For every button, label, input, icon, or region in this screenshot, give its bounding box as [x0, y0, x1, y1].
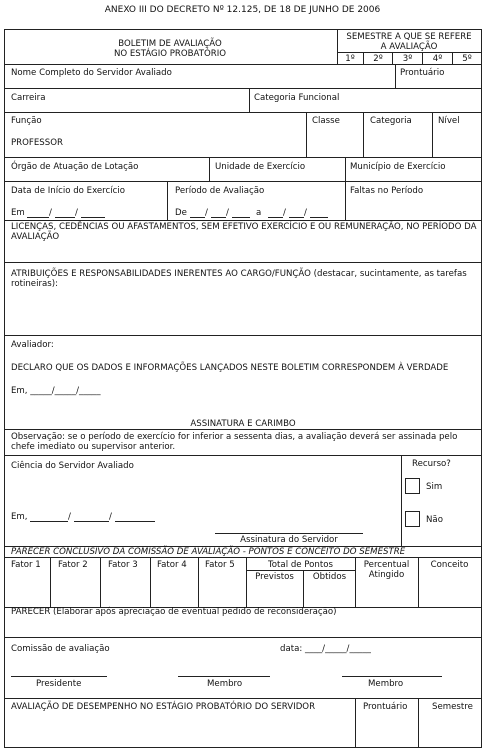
- fator-3: Fator 3: [108, 560, 138, 570]
- data-inicio-em: Em: [11, 208, 25, 218]
- nivel-label: Nível: [438, 116, 460, 126]
- form-border-bottom: [4, 747, 482, 748]
- col-line: [198, 557, 199, 607]
- col-line: [249, 88, 250, 112]
- categoria-label: Categoria: [370, 116, 412, 126]
- form-border-top: [4, 29, 482, 30]
- row-line: [4, 698, 482, 699]
- col-line: [432, 112, 433, 157]
- col-line: [345, 181, 346, 220]
- row-line: [4, 64, 482, 65]
- semester-label: SEMESTRE A QUE SE REFERE: [346, 32, 472, 42]
- prontuario-label: Prontuário: [400, 68, 445, 78]
- funcao-value: PROFESSOR: [11, 138, 63, 148]
- row-line: [4, 637, 482, 638]
- semester-cell-3[interactable]: 3º: [402, 54, 413, 64]
- assinatura-carimbo: ASSINATURA E CARIMBO: [190, 419, 296, 429]
- data-inicio-label: Data de Início do Exercício: [11, 186, 126, 196]
- col-line: [50, 557, 51, 607]
- orgao-label: Órgão de Atuação de Lotação: [11, 162, 139, 172]
- row-line: [4, 157, 482, 158]
- date-blank[interactable]: [211, 217, 226, 218]
- semester-grid-line: [337, 52, 481, 53]
- atingido: Atingido: [368, 570, 405, 580]
- fator-1: Fator 1: [11, 560, 41, 570]
- col-line: [401, 455, 402, 546]
- row-line: [4, 429, 482, 430]
- municipio-label: Município de Exercício: [350, 162, 446, 172]
- row-line: [4, 112, 482, 113]
- row-line: [4, 88, 482, 89]
- date-blank[interactable]: [55, 217, 75, 218]
- semester-cell-2[interactable]: 2º: [373, 54, 383, 64]
- date-blank[interactable]: [30, 521, 68, 522]
- membro2-label: Membro: [368, 679, 404, 689]
- observacao-text: Observação: se o período de exercício for inferior a sessenta dias, a avaliação deverá ser assinada pelo chefe imediato ou supervisor anterior.: [11, 432, 458, 452]
- col-line: [345, 157, 346, 181]
- form-border-left: [4, 29, 5, 748]
- membro1-line[interactable]: [178, 676, 270, 677]
- nao-label: Não: [426, 515, 443, 525]
- col-line: [306, 112, 307, 157]
- licencas-label: LICENÇAS, CEDÊNCIAS OU AFASTAMENTOS, SEM EFETIVO EXERCÍCIO E OU REMUNERAÇÃO, NO PERÍODO DA AVALIAÇÃO: [11, 222, 477, 242]
- fator-4: Fator 4: [157, 560, 187, 570]
- presidente-line[interactable]: [11, 676, 107, 677]
- form-border-right: [481, 29, 482, 748]
- semester-cell-4[interactable]: 4º: [432, 54, 443, 64]
- col-line: [150, 557, 151, 607]
- periodo-label: Período de Avaliação: [175, 186, 265, 196]
- row-line: [4, 181, 482, 182]
- row-line: [246, 570, 355, 571]
- date-blank[interactable]: [190, 217, 205, 218]
- atribuicoes-label: ATRIBUIÇÕES E RESPONSABILIDADES INERENTES AO CARGO/FUNÇÃO (destacar, sucintamente, as tarefas rotineiras):: [11, 269, 467, 289]
- assinatura-servidor: Assinatura do Servidor: [240, 535, 338, 545]
- col-line: [363, 112, 364, 157]
- carreira-label: Carreira: [11, 93, 46, 103]
- col-line: [418, 698, 419, 748]
- faltas-label: Faltas no Período: [350, 186, 424, 196]
- conceito: Conceito: [430, 560, 469, 570]
- page-title: ANEXO III DO DECRETO Nº 12.125, DE 18 DE JUNHO DE 2006: [104, 5, 381, 15]
- date-blank[interactable]: [115, 521, 155, 522]
- comissao-data[interactable]: data: ____/_____/_____: [280, 644, 371, 654]
- col-line: [395, 64, 396, 88]
- col-line: [100, 557, 101, 607]
- nao-checkbox[interactable]: [405, 511, 420, 527]
- row-line: [4, 557, 482, 558]
- bulletin-subtitle: NO ESTÁGIO PROBATÓRIO: [113, 49, 227, 59]
- date-blank[interactable]: [289, 217, 304, 218]
- date-blank[interactable]: [74, 521, 109, 522]
- classe-label: Classe: [312, 116, 340, 126]
- periodo-a: a: [256, 208, 262, 218]
- categoria-funcional-label: Categoria Funcional: [254, 93, 340, 103]
- row-line: [4, 335, 482, 336]
- periodo-de: De: [175, 208, 187, 218]
- footer-title: AVALIAÇÃO DE DESEMPENHO NO ESTÁGIO PROBATÓRIO DO SERVIDOR: [11, 702, 316, 712]
- footer-prontuario: Prontuário: [363, 702, 408, 712]
- sim-checkbox[interactable]: [405, 478, 420, 494]
- parecer-title: PARECER (Elaborar após apreciação de eventual pedido de reconsideração): [11, 607, 337, 617]
- fator-5: Fator 5: [205, 560, 235, 570]
- date-blank[interactable]: [232, 217, 250, 218]
- semester-cell-1[interactable]: 1º: [345, 54, 355, 64]
- date-blank[interactable]: [268, 217, 283, 218]
- unidade-label: Unidade de Exercício: [215, 162, 306, 172]
- col-line: [209, 157, 210, 181]
- obtidos: Obtidos: [312, 572, 347, 582]
- funcao-label: Função: [11, 116, 42, 126]
- percentual: Percentual: [363, 560, 410, 570]
- ciencia-em: Em,: [11, 512, 28, 522]
- recurso-label: Recurso?: [412, 459, 451, 469]
- row-line: [4, 220, 482, 221]
- signature-line[interactable]: [215, 533, 363, 534]
- total-pontos: Total de Pontos: [268, 560, 333, 570]
- fator-2: Fator 2: [58, 560, 88, 570]
- col-line: [167, 181, 168, 220]
- comissao-label: Comissão de avaliação: [11, 644, 110, 654]
- avaliador-label: Avaliador:: [11, 340, 54, 350]
- previstos: Previstos: [255, 572, 294, 582]
- ciencia-label: Ciência do Servidor Avaliado: [11, 461, 134, 471]
- row-line: [4, 262, 482, 263]
- presidente-label: Presidente: [36, 679, 82, 689]
- sim-label: Sim: [426, 482, 443, 492]
- declaro-text: DECLARO QUE OS DADOS E INFORMAÇÕES LANÇADOS NESTE BOLETIM CORRESPONDEM À VERDADE: [11, 363, 449, 373]
- date-blank[interactable]: [310, 217, 328, 218]
- date-blank[interactable]: [27, 217, 49, 218]
- semester-label-2: A AVALIAÇÃO: [380, 42, 438, 52]
- bulletin-title: BOLETIM DE AVALIAÇÃO: [118, 39, 222, 49]
- parecer-conclusivo-title: PARECER CONCLUSIVO DA COMISSÃO DE AVALIAÇÃO - PONTOS E CONCEITO DO SEMESTRE: [11, 547, 406, 557]
- nome-label: Nome Completo do Servidor Avaliado: [11, 68, 172, 78]
- semester-cell-5[interactable]: 5º: [462, 54, 472, 64]
- membro2-line[interactable]: [342, 676, 442, 677]
- avaliador-date[interactable]: Em, _____/_____/_____: [11, 386, 101, 396]
- col-line: [355, 698, 356, 748]
- footer-semestre: Semestre: [432, 702, 473, 712]
- membro1-label: Membro: [207, 679, 243, 689]
- date-blank[interactable]: [81, 217, 105, 218]
- row-line: [4, 455, 482, 456]
